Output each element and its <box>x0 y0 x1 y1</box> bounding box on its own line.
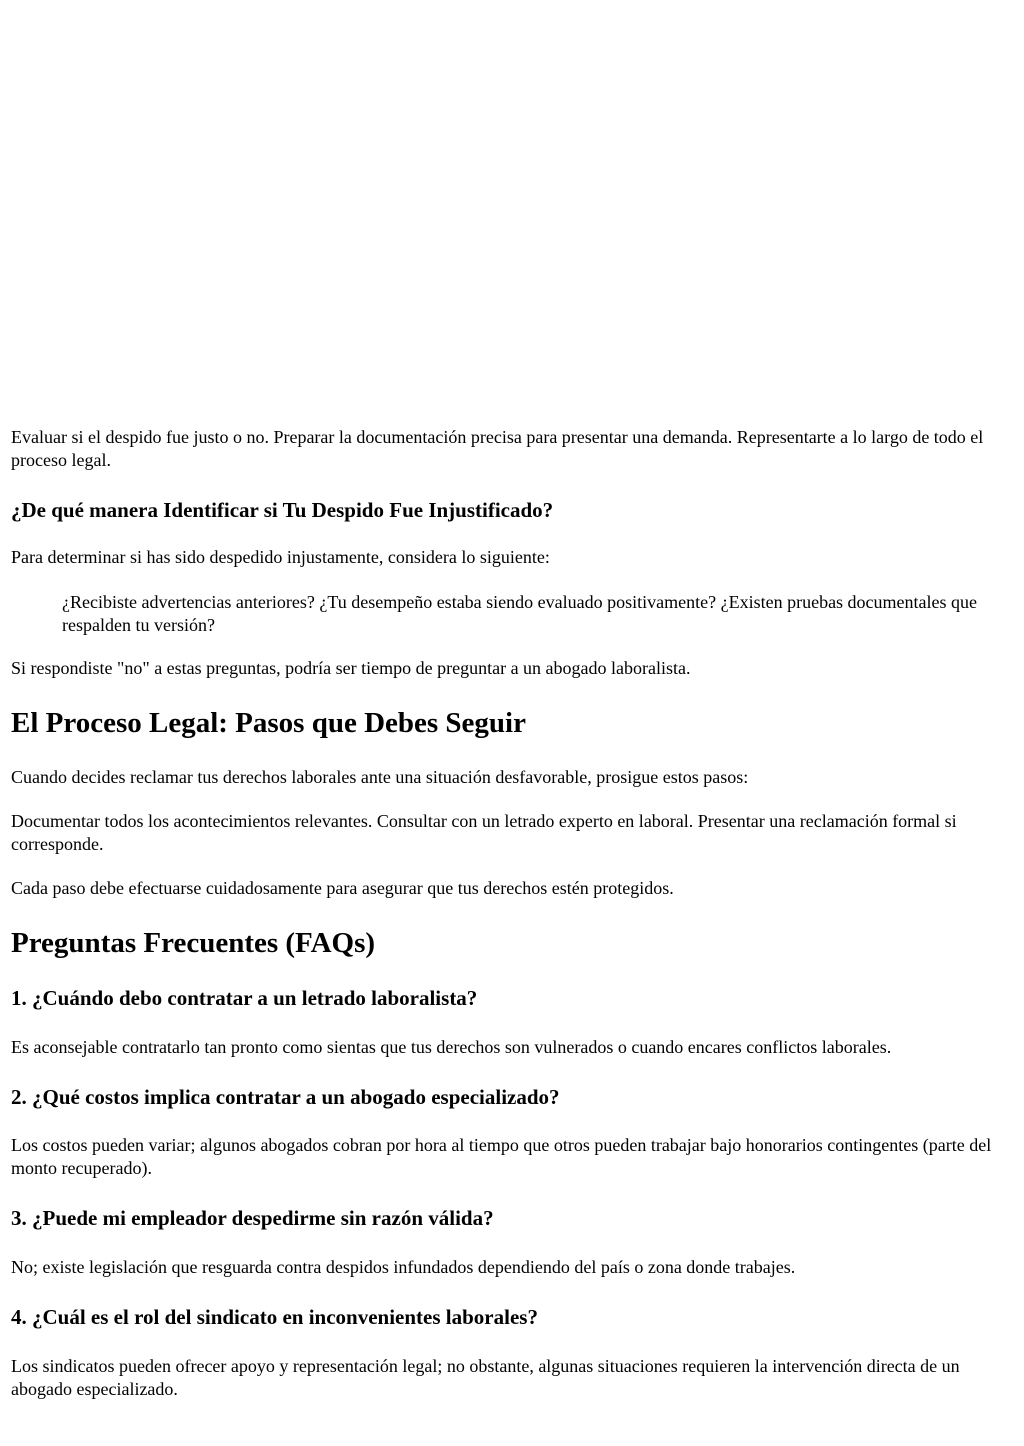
identify-lead-paragraph: Para determinar si has sido despedido injustamente, considera lo siguiente: <box>11 547 550 567</box>
faq-answer: No; existe legislación que resguarda contra despidos infundados dependiendo del país o zona donde trabajes. <box>11 1257 796 1277</box>
faq-answer: Los sindicatos pueden ofrecer apoyo y representación legal; no obstante, algunas situaciones requieren la intervención directa de un abogado especializado. <box>11 1356 960 1399</box>
identify-questions-text: ¿Recibiste advertencias anteriores? ¿Tu desempeño estaba siendo evaluado positivamente? ¿Existen pruebas documentales que respalden tu versión? <box>62 592 978 635</box>
intro-paragraph: Evaluar si el despido fue justo o no. Preparar la documentación precisa para presentar una demanda. Representarte a lo largo de todo el proceso legal. <box>11 427 984 470</box>
faq-question: 4. ¿Cuál es el rol del sindicato en inconvenientes laborales? <box>11 1305 538 1329</box>
faq-heading: Preguntas Frecuentes (FAQs) <box>11 927 376 959</box>
identify-conclusion-paragraph: Si respondiste "no" a estas preguntas, podría ser tiempo de preguntar a un abogado laboralista. <box>11 658 691 678</box>
faq-question: 2. ¿Qué costos implica contratar a un abogado especializado? <box>11 1085 560 1109</box>
faq-question: 1. ¿Cuándo debo contratar a un letrado laboralista? <box>11 986 478 1010</box>
identify-dismissal-heading: ¿De qué manera Identificar si Tu Despido Fue Injustificado? <box>11 498 554 522</box>
faq-answer: Los costos pueden variar; algunos abogados cobran por hora al tiempo que otros pueden trabajar bajo honorarios contingentes (parte del monto recuperado). <box>11 1135 992 1178</box>
faq-question: 3. ¿Puede mi empleador despedirme sin razón válida? <box>11 1206 494 1230</box>
process-lead-paragraph: Cuando decides reclamar tus derechos laborales ante una situación desfavorable, prosigue estos pasos: <box>11 767 749 787</box>
blank-header-area <box>11 0 1013 426</box>
process-steps-paragraph: Documentar todos los acontecimientos relevantes. Consultar con un letrado experto en laboral. Presentar una reclamación formal si corresponde. <box>11 811 957 854</box>
legal-process-heading: El Proceso Legal: Pasos que Debes Seguir <box>11 707 526 739</box>
faq-answer: Es aconsejable contratarlo tan pronto como sientas que tus derechos son vulnerados o cuando encares conflictos laborales. <box>11 1037 892 1057</box>
process-conclusion-paragraph: Cada paso debe efectuarse cuidadosamente para asegurar que tus derechos estén protegidos. <box>11 878 674 898</box>
identify-questions-quote <box>62 591 1013 637</box>
